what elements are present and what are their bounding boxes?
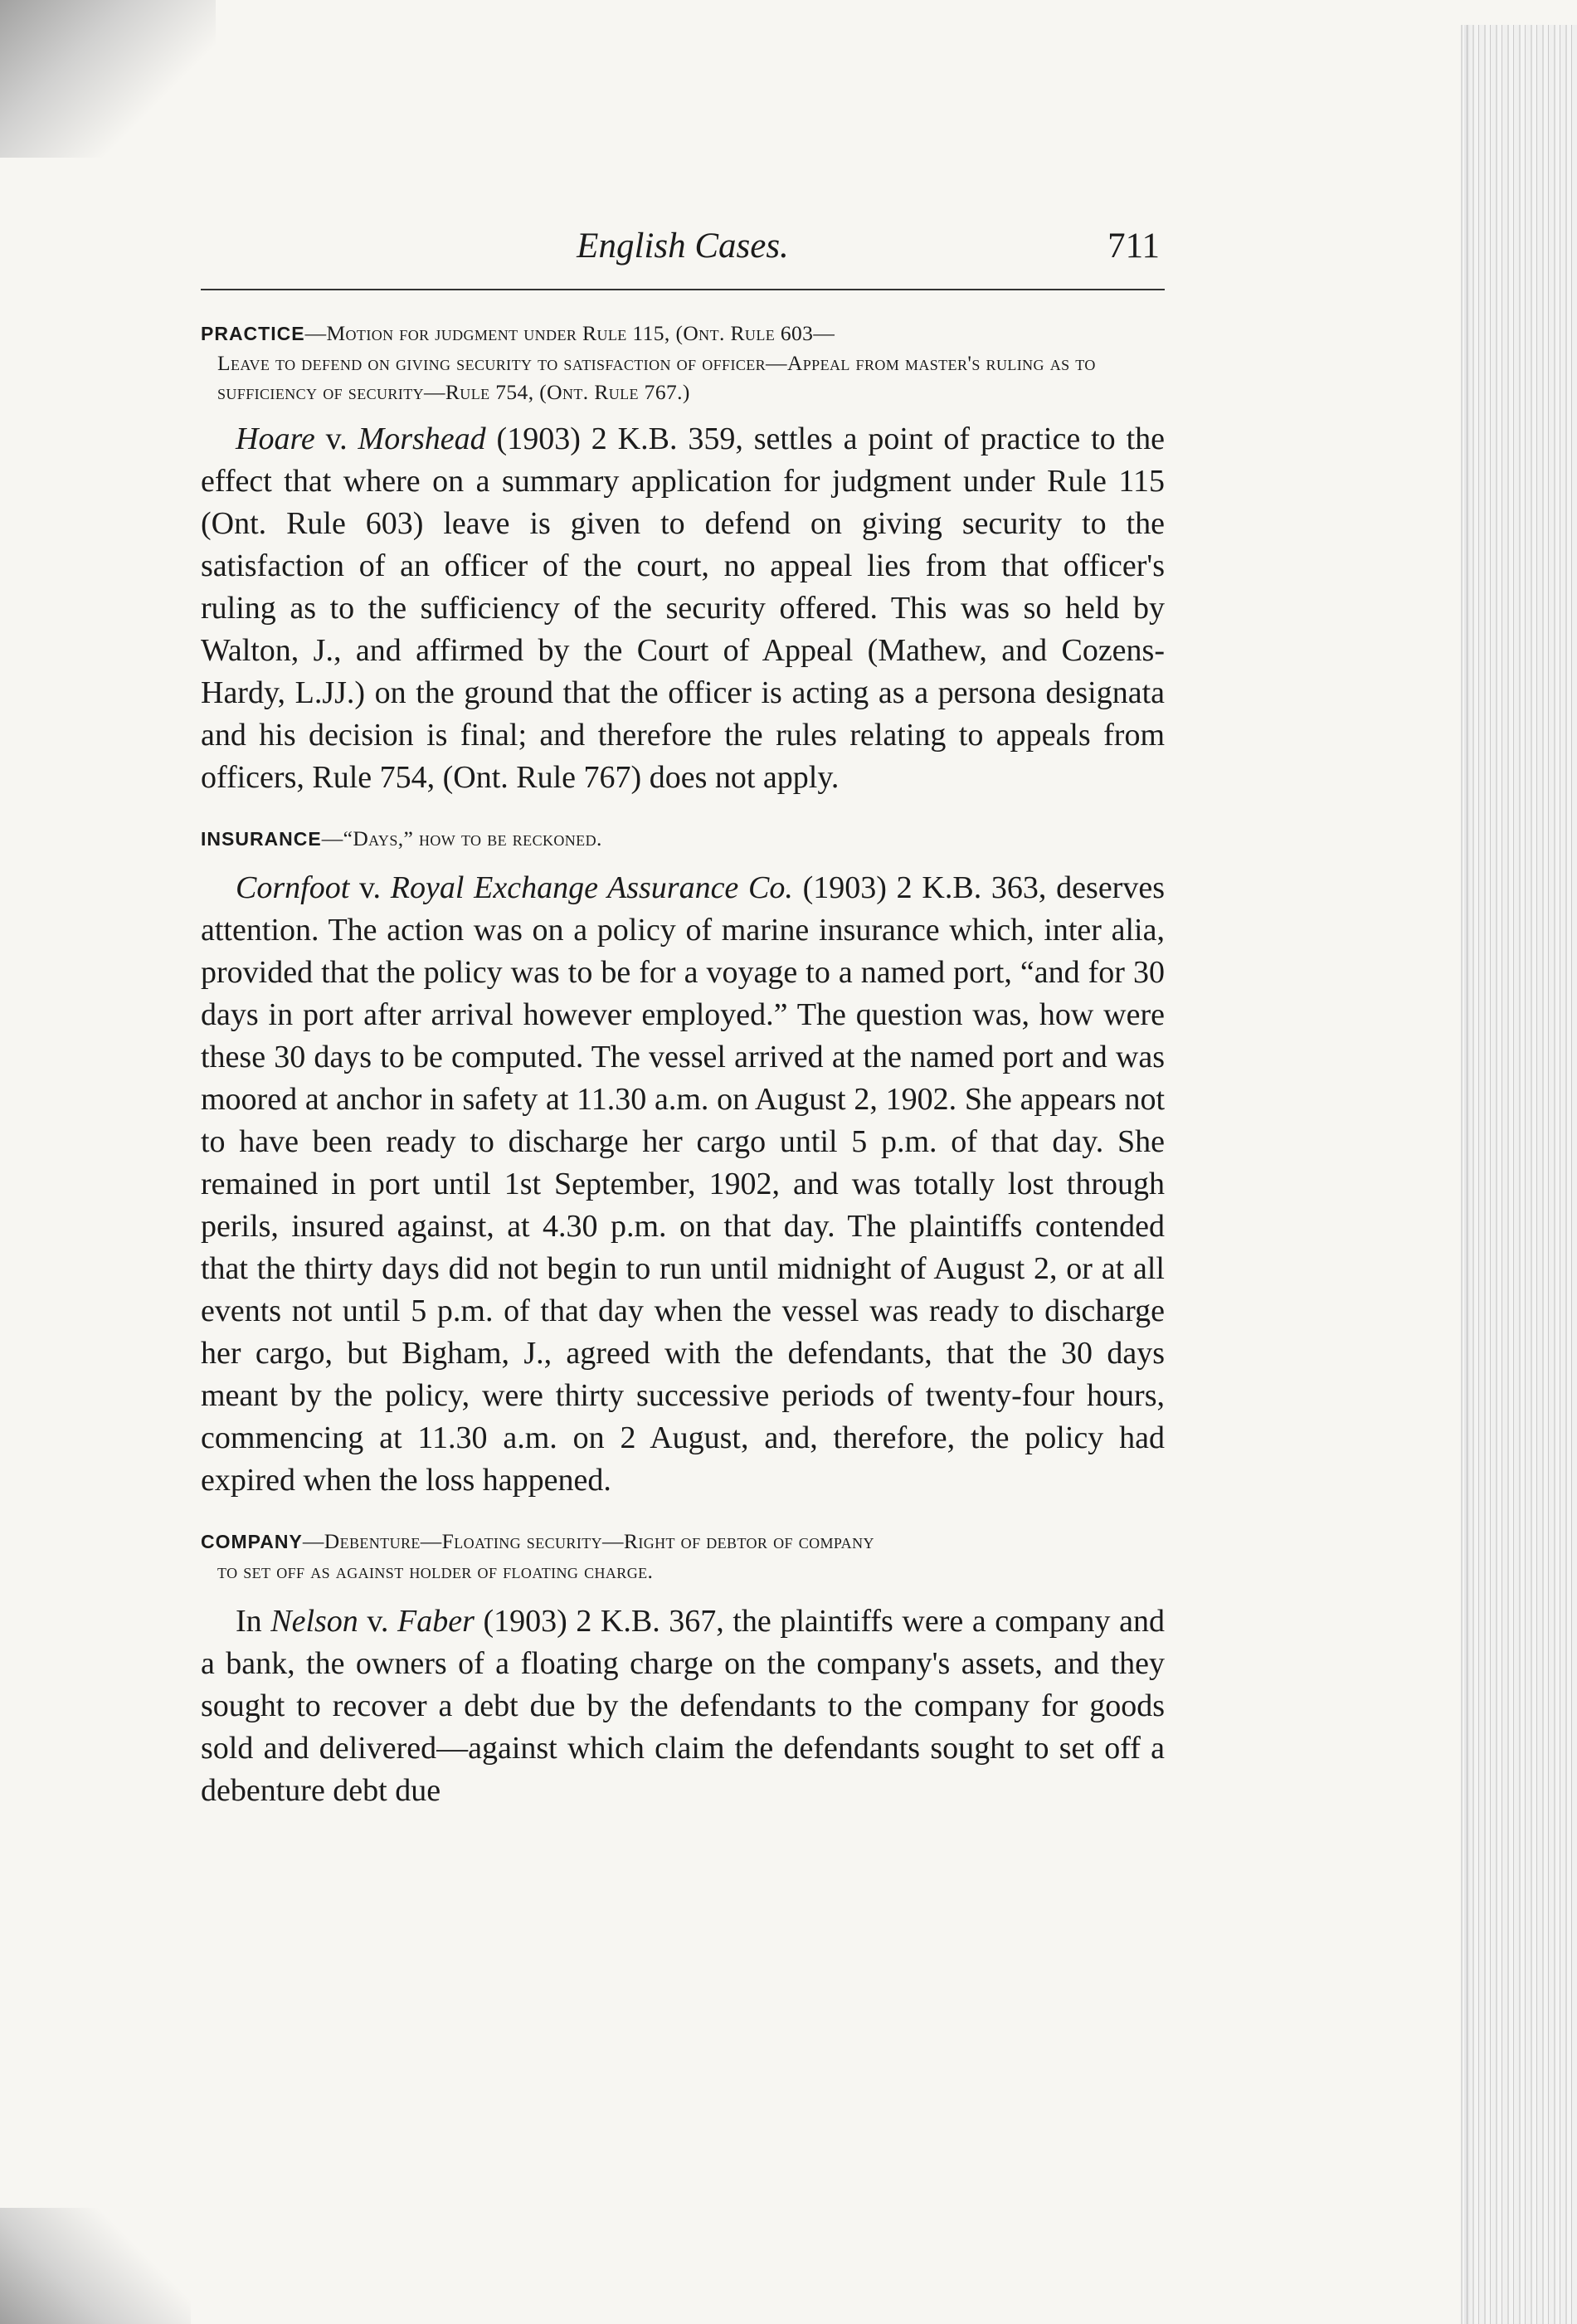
case-name-plaintiff: Cornfoot — [236, 870, 350, 905]
paragraph-text: (1903) 2 K.B. 359, settles a point of practice to the effect that where on a summary application for judgment under Rule 115 (Ont. Rule 603) leave is given to defend on giving security to the satisfaction of an officer of the court, no appeal lies from that officer's ruling as to the sufficiency of the security offered. This was so held by Walton, J., and affirmed by the Court of Appeal (Mathew, and Cozens-Hardy, L.JJ.) on the ground that the officer is acting as a persona designata and his decision is final; and therefore the rules relating to appeals from officers, Rule 754, (Ont. Rule 767) does not apply. — [201, 421, 1166, 795]
headnote-insurance — [201, 824, 1165, 854]
headnote-company — [201, 1527, 1165, 1586]
headnote-label: INSURANCE — [201, 828, 322, 850]
case-paragraph-nelson — [201, 1600, 1165, 1812]
case-name-defendant: Morshead — [358, 421, 486, 456]
headnote-label: COMPANY — [201, 1531, 303, 1552]
versus: v. — [358, 870, 382, 905]
page-body — [201, 224, 1165, 1812]
scan-shadow-bottom-left — [0, 2208, 191, 2324]
paragraph-text: (1903) 2 K.B. 363, deserves attention. The action was on a policy of marine insurance which, inter alia, provided that the policy was to be for a voyage to a named port, “and for 30 days in port after arrival however employed.” The question was, how were these 30 days to be computed. The vessel arrived at the named port and was moored at anchor in safety at 11.30 a.m. on August 2, 1902. She appears not to have been ready to discharge her cargo until 5 p.m. of that day. She remained in port until 1st September, 1902, and was totally lost through perils, insured against, at 4.30 p.m. on that day. The plaintiffs contended that the thirty days did not begin to run until midnight of August 2, or at all events not until 5 p.m. of that day when the vessel was ready to discharge her cargo, but Bigham, J., agreed with the defendants, that the 30 days meant by the policy, were thirty successive periods of twenty-four hours, commencing at 11.30 a.m. on 2 August, and, therefore, the policy had expired when the loss happened. — [201, 870, 1165, 1498]
case-paragraph-hoare — [201, 418, 1165, 799]
running-head — [201, 224, 1165, 277]
case-name-defendant: Royal Exchange Assurance Co. — [390, 870, 793, 905]
case-paragraph-cornfoot — [201, 867, 1165, 1502]
headnote-line: —Motion for judgment under Rule 115, (Ont. Rule 603— — [304, 321, 835, 345]
versus: v. — [367, 1604, 389, 1639]
paragraph-text: (1903) 2 K.B. 367, the plaintiffs were a company and a bank, the owners of a floating charge on the company's assets, and they sought to recover a debt due by the defendants to the company for goods sold and delivered—against which claim the defendants sought to set off a debenture debt due — [201, 1604, 1165, 1808]
headnote-practice — [201, 319, 1165, 407]
header-rule — [201, 289, 1165, 290]
headnote-line: —Debenture—Floating security—Right of debtor of company — [302, 1529, 874, 1553]
case-name-plaintiff: Hoare — [236, 421, 315, 456]
headnote-line: —“Days,” how to be reckoned. — [321, 826, 602, 850]
lead-in: In — [236, 1604, 271, 1639]
versus: v. — [325, 421, 348, 456]
scan-shadow-top-left — [0, 0, 216, 158]
binding-gutter — [1461, 25, 1577, 2324]
page-number: 711 — [1107, 227, 1160, 266]
running-title: English Cases. — [577, 227, 789, 266]
case-name-plaintiff: Nelson — [270, 1604, 358, 1639]
case-name-defendant: Faber — [397, 1604, 475, 1639]
headnote-label: PRACTICE — [201, 323, 305, 344]
headnote-continuation: Leave to defend on giving security to satisfaction of officer—Appeal from master's ruling as to sufficiency of security—Rule 754, (Ont. Rule 767.) — [217, 351, 1096, 404]
headnote-continuation: to set off as against holder of floating charge. — [217, 1559, 654, 1583]
